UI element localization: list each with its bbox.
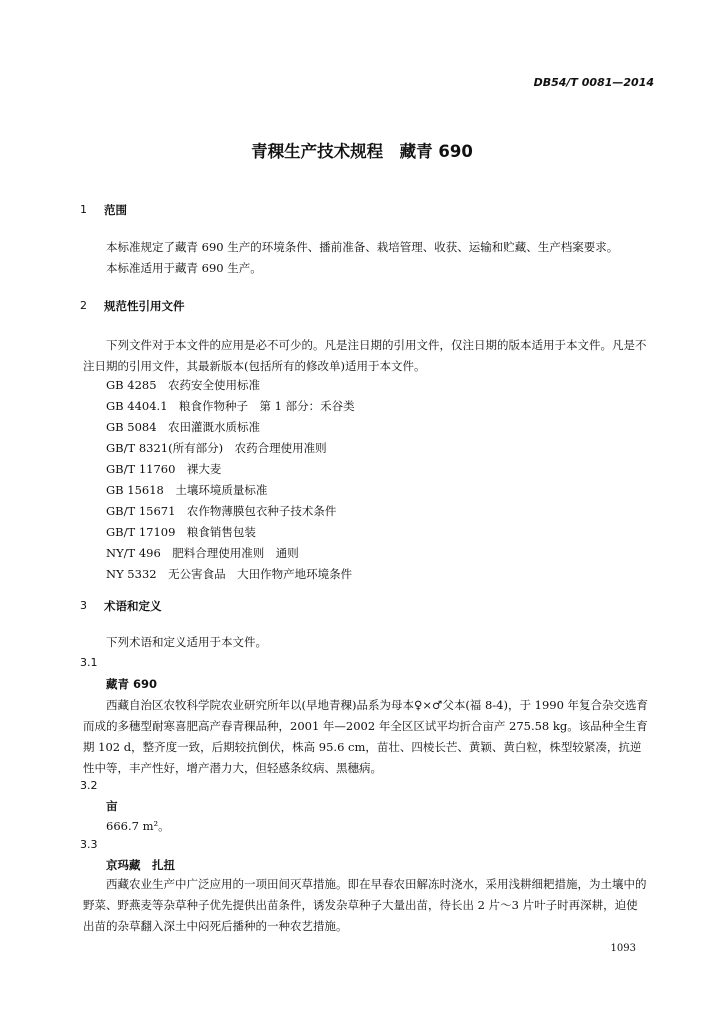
term-3-2-title: 亩 bbox=[106, 799, 118, 813]
reference-item: GB/T 8321(所有部分) 农药合理使用准则 bbox=[106, 441, 327, 455]
section-1-line-1: 本标准规定了藏青 690 生产的环境条件、播前准备、栽培管理、收获、运输和贮藏、生产档案要求。 bbox=[106, 240, 619, 254]
term-3-1-definition: 西藏自治区农牧科学院农业研究所年以(早地青稞)品系为母本♀×♂父本(福 8-4)，于 1990 年复合杂交选育而成的多穗型耐寒喜肥高产春青稞品种，2001 年—2002 年全区区试平均折合亩产 275.58 kg。该品种全生育期 102 d，整齐度一致，后期较抗倒伏，株高 95.6 cm，苗壮、四棱长芒、黄颖、黄白粒，株型较紧凑，抗逆性中等，丰产性好，增产潜力大，但轻感条纹病、黑穗病。 bbox=[83, 698, 649, 775]
term-3-3-number: 3.3 bbox=[80, 838, 98, 851]
section-3-number: 3 bbox=[80, 599, 87, 612]
reference-item: GB 15618 土壤环境质量标准 bbox=[106, 483, 268, 497]
reference-item: GB 5084 农田灌溉水质标准 bbox=[106, 420, 261, 434]
reference-item: GB 4285 农药安全使用标准 bbox=[106, 378, 261, 392]
term-3-2-definition: 666.7 m²。 bbox=[106, 819, 170, 833]
reference-item: NY/T 496 肥料合理使用准则 通则 bbox=[106, 546, 299, 560]
term-3-1-title: 藏青 690 bbox=[106, 677, 158, 691]
section-2-number: 2 bbox=[80, 299, 87, 312]
term-3-1-number: 3.1 bbox=[80, 656, 98, 669]
term-3-2-number: 3.2 bbox=[80, 779, 98, 792]
section-2-intro: 下列文件对于本文件的应用是必不可少的。凡是注日期的引用文件，仅注日期的版本适用于本文件。凡是不注日期的引用文件，其最新版本(包括所有的修改单)适用于本文件。 bbox=[83, 338, 647, 373]
term-3-3-title: 京玛藏 扎扭 bbox=[106, 858, 175, 872]
term-3-3-definition: 西藏农业生产中广泛应用的一项田间灭草措施。即在早春农田解冻时浇水，采用浅耕细耙措施，为土壤中的野菜、野燕麦等杂草种子优先提供出苗条件，诱发杂草种子大量出苗，待长出 2 片～3 片叶子时再深耕，迫使出苗的杂草翻入深土中闷死后播种的一种农艺措施。 bbox=[83, 877, 647, 933]
section-3-title: 术语和定义 bbox=[104, 599, 162, 613]
section-1-title: 范围 bbox=[104, 203, 127, 217]
standard-number: DB54/T 0081—2014 bbox=[533, 76, 654, 89]
reference-item: GB 4404.1 粮食作物种子 第 1 部分：禾谷类 bbox=[106, 399, 355, 413]
reference-item: GB/T 17109 粮食销售包装 bbox=[106, 525, 256, 539]
reference-item: GB/T 15671 农作物薄膜包衣种子技术条件 bbox=[106, 504, 337, 518]
reference-item: GB/T 11760 裸大麦 bbox=[106, 462, 222, 476]
section-1-number: 1 bbox=[80, 203, 87, 216]
page-number: 1093 bbox=[610, 943, 636, 954]
section-3-intro: 下列术语和定义适用于本文件。 bbox=[106, 635, 267, 649]
reference-item: NY 5332 无公害食品 大田作物产地环境条件 bbox=[106, 567, 353, 581]
section-1-line-2: 本标准适用于藏青 690 生产。 bbox=[106, 261, 262, 275]
document-title: 青稞生产技术规程 藏青 690 bbox=[251, 142, 473, 161]
section-2-title: 规范性引用文件 bbox=[104, 299, 185, 313]
